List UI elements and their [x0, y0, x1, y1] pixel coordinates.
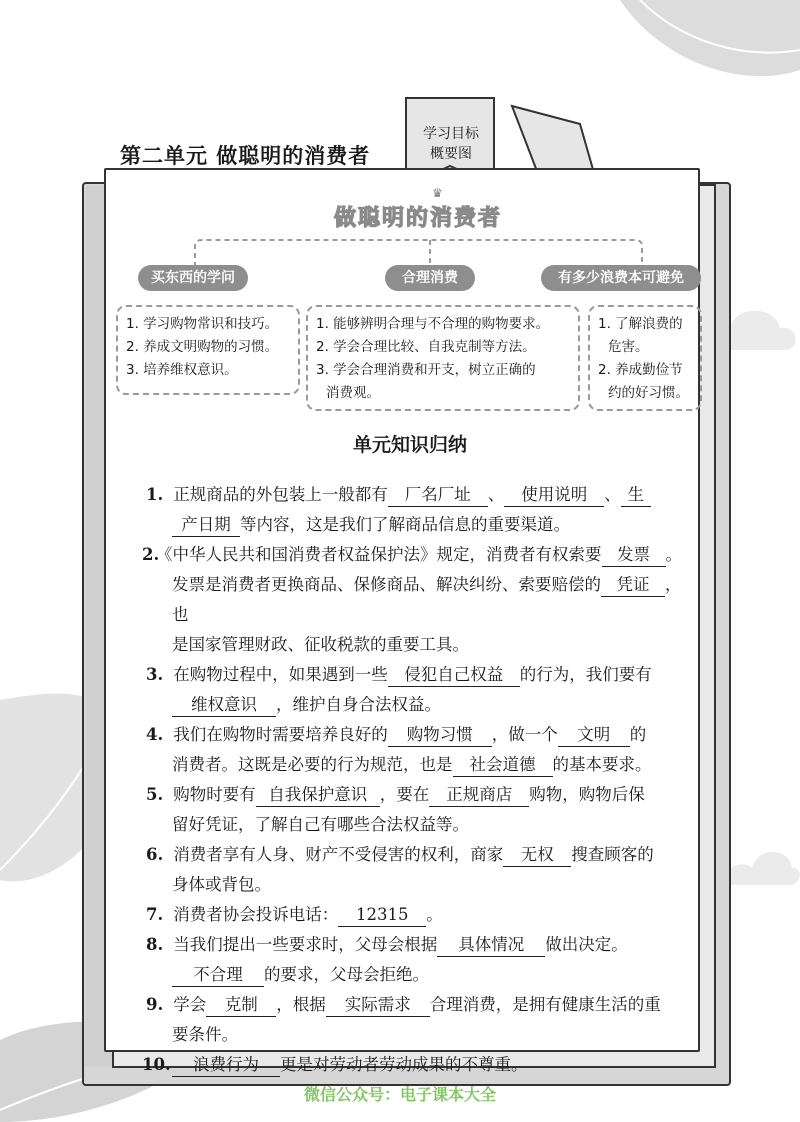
question-number: 5.	[146, 785, 164, 804]
question-text: 要条件。	[172, 1025, 238, 1044]
question-4-cont	[146, 750, 696, 780]
answer-blank: 自我保护意识	[256, 784, 380, 807]
footer-watermark: 微信公众号：电子课本大全	[303, 1085, 496, 1104]
answer-blank: 使用说明	[504, 484, 604, 507]
question-6	[146, 840, 696, 870]
question-text: ，维护自身合法权益。	[276, 695, 441, 714]
question-text: 、	[604, 485, 621, 504]
question-8	[146, 930, 696, 960]
question-text: 购物，购物后保	[529, 785, 645, 804]
question-number: 6.	[146, 845, 164, 864]
answer-blank: 不合理	[172, 964, 264, 987]
answer-blank: 无权	[503, 844, 571, 867]
answer-blank: 具体情况	[437, 934, 545, 957]
list-item: 危害。	[608, 339, 649, 355]
question-text: 留好凭证，了解自己有哪些合法权益等。	[172, 815, 469, 834]
answer-blank: 社会道德	[453, 754, 553, 777]
branch-pill-3: 有多少浪费本可避免	[541, 265, 701, 291]
list-item: 1. 能够辨明合理与不合理的购物要求。	[316, 316, 550, 332]
question-6-cont	[146, 870, 696, 900]
question-text: ，也	[172, 575, 682, 624]
question-text: 我们在购物时需要培养良好的	[173, 725, 388, 744]
branch-box-3	[588, 305, 702, 411]
list-item: 1. 学习购物常识和技巧。	[126, 316, 279, 332]
list-item: 2. 养成文明购物的习惯。	[126, 339, 279, 355]
question-9	[146, 990, 696, 1020]
branch-box-2	[306, 305, 580, 411]
answer-blank: 侵犯自己权益	[388, 664, 520, 687]
list-item: 约的好习惯。	[608, 385, 689, 401]
question-text: 更是对劳动者劳动成果的不尊重。	[280, 1055, 528, 1074]
list-item: 3. 学会合理消费和开支，树立正确的	[316, 362, 536, 378]
question-3-cont	[146, 690, 696, 720]
question-text: 消费者。这既是必要的行为规范，也是	[172, 755, 453, 774]
answer-blank: 购物习惯	[388, 724, 492, 747]
question-text: 的基本要求。	[552, 755, 652, 774]
question-text: 学会	[173, 995, 207, 1014]
question-number: 3.	[146, 665, 164, 684]
question-text: 。	[426, 905, 443, 924]
question-number: 4.	[146, 725, 164, 744]
answer-blank: 生	[621, 484, 651, 507]
question-5-cont	[146, 810, 696, 840]
question-text: 消费者享有人身、财产不受侵害的权利，商家	[173, 845, 504, 864]
list-item: 2. 养成勤俭节	[598, 362, 683, 378]
question-text: 的	[629, 725, 647, 744]
branch-box-1	[116, 305, 300, 395]
question-8-cont	[146, 960, 696, 990]
question-10	[142, 1050, 696, 1080]
question-5	[146, 780, 696, 810]
question-text: 搜查顾客的	[571, 845, 654, 864]
question-text: 当我们提出一些要求时，父母会根据	[173, 935, 438, 954]
answer-blank: 发票	[602, 544, 666, 567]
list-item: 3. 培养维权意识。	[126, 362, 238, 378]
question-2	[142, 540, 696, 570]
question-number: 8.	[146, 935, 164, 954]
question-number: 1.	[146, 485, 164, 504]
answer-blank: 维权意识	[172, 694, 276, 717]
question-text: 《中华人民共和国消费者权益保护法》规定，消费者有权索要	[156, 545, 602, 564]
list-item: 消费观。	[326, 385, 380, 401]
crown-icon: ♛	[432, 186, 443, 200]
question-3	[146, 660, 696, 690]
question-1-cont	[146, 510, 696, 540]
question-4	[146, 720, 696, 750]
question-text: 等内容，这是我们了解商品信息的重要渠道。	[240, 515, 570, 534]
question-2-cont	[146, 570, 696, 630]
question-text: ，要在	[379, 785, 430, 804]
question-number: 2.	[142, 545, 160, 564]
question-text: 合理消费，是拥有健康生活的重	[429, 995, 661, 1014]
answer-blank: 浪费行为	[172, 1054, 280, 1077]
list-item: 1. 了解浪费的	[598, 316, 683, 332]
list-item: 2. 学会合理比较、自我克制等方法。	[316, 339, 536, 355]
answer-blank: 凭证	[601, 574, 665, 597]
question-text: 购物时要有	[173, 785, 256, 804]
cloud-decoration-right	[720, 840, 800, 890]
question-number: 10.	[142, 1055, 171, 1074]
question-text: 。	[665, 545, 682, 564]
question-9-cont	[146, 1020, 696, 1050]
ribbon-label	[406, 124, 496, 164]
question-list	[142, 480, 696, 1080]
ribbon-line-1: 学习目标	[423, 126, 479, 142]
answer-blank: 克制	[206, 994, 276, 1017]
question-1	[146, 480, 696, 510]
section-title: 单元知识归纳	[352, 434, 467, 456]
question-text: 是国家管理财政、征收税款的重要工具。	[172, 635, 469, 654]
question-7	[146, 900, 696, 930]
question-text: 做出决定。	[545, 935, 628, 954]
answer-blank: 厂名厂址	[388, 484, 488, 507]
question-text: ，做一个	[491, 725, 558, 744]
diagram-heading: 做聪明的消费者	[333, 206, 502, 231]
question-text: 在购物过程中，如果遇到一些	[173, 665, 388, 684]
branch-pill-1: 买东西的学问	[138, 265, 248, 291]
question-number: 9.	[146, 995, 164, 1014]
branch-pill-2: 合理消费	[385, 265, 475, 291]
question-text: 的行为，我们要有	[519, 665, 652, 684]
unit-title: 第二单元 做聪明的消费者	[120, 143, 371, 168]
answer-blank: 12315	[338, 904, 426, 927]
leaf-decoration-top-right	[600, 0, 800, 110]
question-2-cont2	[146, 630, 696, 660]
answer-blank: 文明	[558, 724, 630, 747]
ribbon-line-2: 概要图	[430, 146, 472, 162]
question-text: 消费者协会投诉电话：	[173, 905, 339, 924]
question-text: 、	[487, 485, 505, 504]
question-number: 7.	[146, 905, 164, 924]
answer-blank: 产日期	[172, 514, 240, 537]
answer-blank: 实际需求	[326, 994, 430, 1017]
question-text: 身体或背包。	[172, 875, 271, 894]
question-text: ，根据	[276, 995, 326, 1014]
question-text: 发票是消费者更换商品、保修商品、解决纠纷、索要赔偿的	[172, 575, 601, 594]
answer-blank: 正规商店	[429, 784, 529, 807]
question-text: 正规商品的外包装上一般都有	[173, 485, 388, 504]
question-text: 的要求，父母会拒绝。	[264, 965, 429, 984]
